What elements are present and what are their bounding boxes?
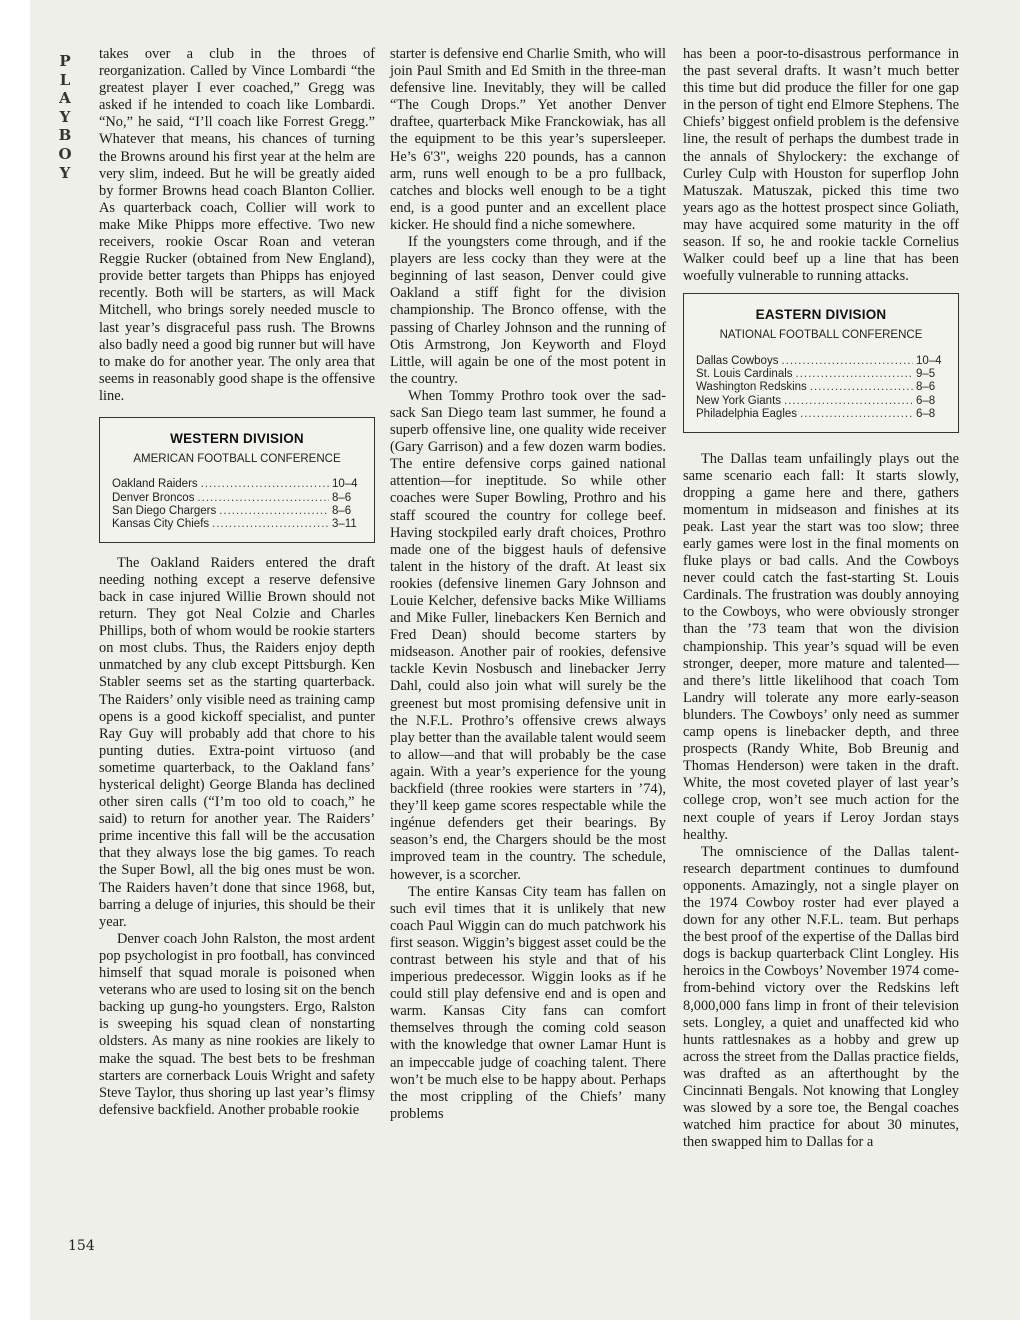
standings-division: EASTERN DIVISION <box>755 307 887 323</box>
leader-dots <box>201 478 329 491</box>
paragraph: Denver coach John Ralston, the most ardent pop psychologist in pro football, has convinced himself that squad morale is poisoned when veterans who are used to losing sit on the bench backing up gung-ho youngsters. Ergo, Ralston is sweeping his squad clean of nonstarting oldsters. As many as nine rookies are likely to make the squad. The best bets to be freshman starters are cornerback Louis Wright and safety Steve Taylor, thus shoring up last year’s flimsy defensive backfield. Another probable rookie <box>99 930 375 1118</box>
team-name: New York Giants <box>696 394 782 407</box>
standings-row <box>696 395 946 408</box>
standings-box-western <box>99 417 375 543</box>
paragraph: takes over a club in the throes of reorganization. Called by Vince Lombardi “the greatest player I ever coached,” Gregg was asked if he intended to coach like Lombardi. “No,” he said, “I’ll coach like Forrest Gregg.” Whatever that means, his chances of turning the Browns around his first year at the helm are very slim, indeed. But he will be greatly aided by former Browns head coach Blanton Collier. As quarterback coach, Collier will work to make Mike Phipps more effective. Two new receivers, rookie Oscar Roan and veteran Reggie Rucker (obtained from New England), provide better targets than Phipps has enjoyed recently. Both will be starters, as will Mack Mitchell, who brings sorely needed muscle to last year’s disgraceful pass rush. The Browns also badly need a good big runner but will have to make do for another year. The only area that seems in reasonably good shape is the offensive line. <box>99 46 375 404</box>
leader-dots <box>784 395 913 408</box>
team-name: Washington Redskins <box>696 381 807 394</box>
team-name: San Diego Chargers <box>112 504 217 517</box>
standings-row <box>696 381 946 394</box>
team-record: 6–8 <box>916 408 936 421</box>
team-record: 3–11 <box>332 518 357 531</box>
team-name: St. Louis Cardinals <box>696 367 793 380</box>
team-record: 8–6 <box>916 381 936 394</box>
leader-dots <box>796 368 913 381</box>
team-name: Dallas Cowboys <box>696 354 779 367</box>
standings-box-eastern <box>683 293 959 432</box>
column-1 <box>99 46 375 1119</box>
leader-dots <box>810 381 913 394</box>
leader-dots <box>219 505 329 518</box>
team-record: 10–4 <box>332 478 358 491</box>
standings-row <box>112 478 362 491</box>
column-2 <box>390 46 666 1123</box>
leader-dots <box>197 492 329 505</box>
paragraph: The entire Kansas City team has fallen on such evil times that it is unlikely that new coach Paul Wiggin can do much patchwork his first season. Wiggin’s biggest asset could be the contrast between his style and that of his imperious predecessor. Wiggin looks as if he could still play defensive end and is open and warm. Kansas City fans can comfort themselves through the coming cold season with the knowledge that owner Lamar Hunt is an impeccable judge of coaching talent. There won’t be much else to be happy about. Perhaps the most crippling of the Chiefs’ many problems <box>390 883 666 1122</box>
paragraph: has been a poor-to-disastrous performance in the past several drafts. It wasn’t much better this time but did produce the filler for one gap in the person of tight end Elmore Stephens. The Chiefs’ biggest onfield problem is the defensive line, the result of perhaps the dumbest trade in the annals of Shylockery: the exchange of Curley Culp with Houston for superflop John Matuszak. Matuszak, picked this time two years ago as the hottest prospect since Goliath, may have acquired some maturity in the off season. If so, he and rookie tackle Cornelius Walker could beef up a line that has been woefully vulnerable to running attacks. <box>683 46 959 285</box>
leader-dots <box>800 408 913 421</box>
paragraph: The Oakland Raiders entered the draft needing nothing except a reserve defensive back in case injured Willie Brown should not return. They got Neal Colzie and Charles Phillips, both of whom would be rookie starters on most clubs. Thus, the Raiders enjoy depth unmatched by any club except Pittsburgh. Ken Stabler seems set as the starting quarterback. The Raiders’ only visible need as training camp opens is a good kickoff specialist, and punter Ray Guy will probably add that chore to his punting duties. Extra-point virtuoso (and sometime quarterback, to the Oakland fans’ hysterical delight) George Blanda has declined other siren calls (“I’m too old to coach,” he said) to return for another year. The Raiders’ prime incentive this fall will be the accusation that they always lose the big games. To reach the Super Bowl, all the big ones must be won. The Raiders haven’t done that since 1968, but, barring a deluge of injuries, this should be their year. <box>99 554 375 930</box>
standings-row <box>112 492 362 505</box>
paragraph: starter is defensive end Charlie Smith, who will join Paul Smith and Ed Smith in the three-man defensive line. Inevitably, they will be called “The Cough Drops.” Yet another Denver draftee, quarterback Mike Franckowiak, has all the equipment to be this year’s supersleeper. He’s 6'3", weighs 220 pounds, has a cannon arm, runs well enough to be a pro fullback, catches and blocks well enough to be a tight end, is a good punter and an excellent place kicker. He should find a niche somewhere. <box>390 46 666 233</box>
leader-dots <box>212 518 329 531</box>
team-record: 8–6 <box>332 504 352 517</box>
standings-division: WESTERN DIVISION <box>170 430 304 446</box>
standings-conference: NATIONAL FOOTBALL CONFERENCE <box>719 329 923 342</box>
standings-row <box>696 408 946 421</box>
team-name: Kansas City Chiefs <box>112 518 210 531</box>
standings-row <box>696 355 946 368</box>
standings-conference: AMERICAN FOOTBALL CONFERENCE <box>133 453 341 466</box>
column-3 <box>683 46 959 1151</box>
team-name: Oakland Raiders <box>112 478 198 491</box>
team-record: 8–6 <box>332 491 352 504</box>
paragraph: If the youngsters come through, and if the players are less cocky than they were at the beginning of last season, Denver could give Oakland a stiff fight for the division championship. The Bronco offense, with the passing of Charley Johnson and the running of Otis Armstrong, Jon Keyworth and Floyd Little, will again be one of the most potent in the country. <box>390 234 666 387</box>
paragraph: The Dallas team unfailingly plays out the same scenario each fall: It starts slowly, dropping a game here and there, gathers momentum in midseason and finishes at its peak. Last year the start was too slow; three early games were lost in the final moments on fluke plays or bad calls. And the Cowboys never could catch the fast-starting St. Louis Cardinals. The frustration was doubly annoying to the Cowboys, who were obviously stronger than the ’73 team that won the division championship. This year’s squad will be even stronger, deeper, more mature and talented—and there’s little likelihood that coach Tom Landry will tolerate any more early-season blunders. The Cowboys’ only need as summer camp opens is linebacker depth, and three prospects (Randy White, Bob Breunig and Thomas Henderson) were taken in the draft. White, the most coveted player of last year’s college crop, won’t see much action for the next couple of years if Leroy Jordan stays healthy. <box>683 450 959 843</box>
paragraph: When Tommy Prothro took over the sad-sack San Diego team last summer, he found a superb offensive line, one quality wide receiver (Gary Garrison) and a few dozen warm bodies. The entire defensive corps gained national attention—for ineptitude. So while other coaches were Super Bowling, Prothro and his staff scoured the country for college beef. Having stockpiled early draft choices, Prothro made one of the biggest hauls of defensive talent in the history of the draft. At least six rookies (defensive linemen Gary Johnson and Louie Kelcher, defensive backs Mike Williams and Mike Fuller, linebackers Ken Bernich and Fred Dean) should become starters by midseason. Another pair of rookies, defensive tackle Kevin Nosbusch and linebacker Jerry Dahl, could also join what will surely be the greenest but most promising defensive unit in the N.F.L. Prothro’s offensive crews always play better than the available talent would seem to allow—and that will probably be the case again. With a year’s experience for the young backfield (three rookies were starters in ’74), they’ll keep game scores respectable while the ingénue defenders get their bearings. By season’s end, the Chargers should be the most improved team in the country. The schedule, however, is a scorcher. <box>390 387 666 883</box>
team-record: 10–4 <box>916 354 942 367</box>
team-record: 6–8 <box>916 394 936 407</box>
team-name: Philadelphia Eagles <box>696 408 798 421</box>
page-number: 154 <box>68 1238 95 1254</box>
standings-row <box>112 505 362 518</box>
standings-row <box>696 368 946 381</box>
standings-row <box>112 518 362 531</box>
leader-dots <box>781 355 913 368</box>
paragraph: The omniscience of the Dallas talent-research department continues to dumfound opponents. Amazingly, not a single player on the 1974 Cowboy roster had ever played a down for any other N.F.L. team. But perhaps the best proof of the expertise of the Dallas bird dogs is backup quarterback Clint Longley. His heroics in the Cowboys’ November 1974 come-from-behind victory over the Redskins left 8,000,000 fans limp in front of their television sets. Longley, a quiet and unaffected kid who hunts rattlesnakes as a hobby and grew up across the street from the Dallas practice fields, was drafted as an afterthought by the Cincinnati Bengals. Not knowing that Longley was slowed by a sore toe, the Bengal coaches watched him practice for about 30 minutes, then swapped him to Dallas for a <box>683 843 959 1151</box>
team-name: Denver Broncos <box>112 491 195 504</box>
team-record: 9–5 <box>916 367 936 380</box>
magazine-vertical-logo: P L A Y B O Y <box>58 52 72 182</box>
